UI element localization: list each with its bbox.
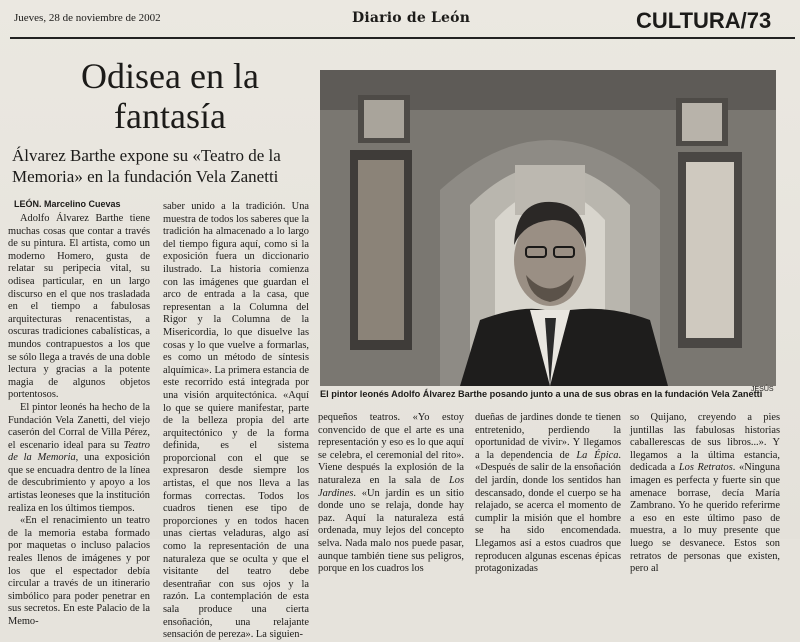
text-run: . «Después de salir de la ensoñación del jardín, donde los sentidos han descansado, donde el cuerpo se ha relajado, se acerca el momento de cumplir la misión que el hombre se ha sido encomendada. Llegamos así a estos cuadros que reproducen algunas escenas épicas protagonizadas <box>475 449 621 575</box>
article-subhead: Álvarez Barthe expone su «Teatro de la Memoria» en la fundación Vela Zanetti <box>12 146 281 186</box>
text-run: pequeños teatros. «Yo estoy convencido de que el arte es una representación y eso es lo que aquí se celebra, el ceremonial del rito». Viene después la explosión de la naturaleza en la sala de <box>318 412 464 486</box>
paragraph <box>318 412 464 576</box>
article-byline: LEÓN. Marcelino Cuevas <box>14 199 121 209</box>
text-column-5 <box>630 412 780 575</box>
text-column-2 <box>163 201 310 641</box>
text-run: dueñas de jardines donde te tienen entretenido, perdiendo la oportunidad de vivir». Y llegamos a la dependencia de <box>475 412 621 461</box>
issue-date: Jueves, 28 de noviembre de 2002 <box>14 12 161 24</box>
italic-title: Teatro de la Memoria <box>8 439 150 464</box>
italic-title: Los Jardines <box>318 474 464 499</box>
text-run: , una exposición que se encuadra dentro de la línea de descubrimiento y apoyo a los artistas leoneses que la institución realiza en los últimos tiempos. <box>8 452 150 514</box>
article-headline: Odisea en la fantasía <box>81 56 259 136</box>
italic-title: Los Retratos <box>678 462 733 474</box>
header-rule <box>10 37 795 39</box>
paragraph <box>630 412 780 576</box>
paragraph: «En el renacimiento un teatro de la memoria estaba formado por maquetas o incluso palacios reales llenos de imágenes y por los que el espectador debía circular a través de un itinerario simbólico para poder penetrar en sus secretos. En este Palacio de la Memo- <box>8 515 150 627</box>
text-run: El pintor leonés ha hecho de la Fundación Vela Zanetti, del viejo caserón del Corral de Villa Pérez, el escenario ideal para su <box>8 401 150 451</box>
text-run: so Quijano, creyendo a pies juntillas las fabulosas historias caballerescas de sus libros...». Y llegamos a la última estancia, dedicada a <box>630 412 780 474</box>
text-run: . «Ninguna imagen es perfecta y fuerte sin que amenace borrase, decía María Zambrano. Yo he querido referirme a eso en este último paso de muestra, a lo muy presente que luego se desvanece. Estos son retratos de personas que existen, pero al <box>630 462 780 575</box>
text-column-1 <box>8 213 150 627</box>
paragraph <box>475 412 621 576</box>
photo-caption: El pintor leonés Adolfo Álvarez Barthe posando junto a una de sus obras en la fundación Vela Zanetti <box>320 389 763 399</box>
paragraph: Adolfo Álvarez Barthe tiene muchas cosas que contar a través de su pintura. El artista, como un moderno Homero, gusta de relatar su peripecia vital, su odisea particular, en un largo discurso en el que nos trasladada en el tiempo a fabulosas arquitecturas renacentistas, a oscuras tradiciones cabalísticas, a mundos contrapuestos a los que se sólo llega a través de una doble lectura y gracias a la potente magia de algunos objetos portentosos. <box>8 213 150 401</box>
paragraph: saber unido a la tradición. Una muestra de todos los saberes que la tradición ha almacenado a lo largo del tiempo figura aquí, como si la exposición fuera un diccionario ilustrado. La historia comienza con las imágenes que guardan el arco de entrada a la casa, que representan a la Columna del Rigor y la Columna de la Misericordia, lo que disuelve las cosas y lo que vuelve a formarlas, es como un método de síntesis alquímica». La primera estancia de este recorrido está integrada por una visión arquitectónica. «Aquí lo que se quiere manifestar, parte de la belleza propia del arte arquitectónico y de la forma definida, es el sistema proporcional con el que se expresaron desde siempre los artistas, el que nos lleva a las formas correctas. Todos los cuadros tienen ese tipo de proporciones y en todos hacen unas ciertas veladuras, algo así como la representación de una naturaleza que se oculta y que el visitante del teatro debe desentrañar con sus ojos y la razón. La contemplación de esta sala produce una cierta ensoñación, una relajante sensación de pereza». La siguien- <box>163 201 310 641</box>
text-column-3 <box>318 412 464 575</box>
photo-credit: JESÚS <box>751 386 774 393</box>
italic-title: La Épica <box>576 449 619 461</box>
paragraph <box>8 402 150 515</box>
text-column-4 <box>475 412 621 575</box>
article-photo <box>320 70 776 386</box>
text-run: . «Un jardín es un sitio donde uno se relaja, donde hay paz. Aquí la naturaleza está ordenada, muy lejos del concepto selva. Nada malo nos puede pasar, aunque también tiene sus peligros, porque en los cuadros los <box>318 487 464 575</box>
photo-illustration <box>320 70 776 386</box>
newspaper-name: Diario de León <box>352 10 471 26</box>
section-page-label: CULTURA/73 <box>636 8 772 33</box>
